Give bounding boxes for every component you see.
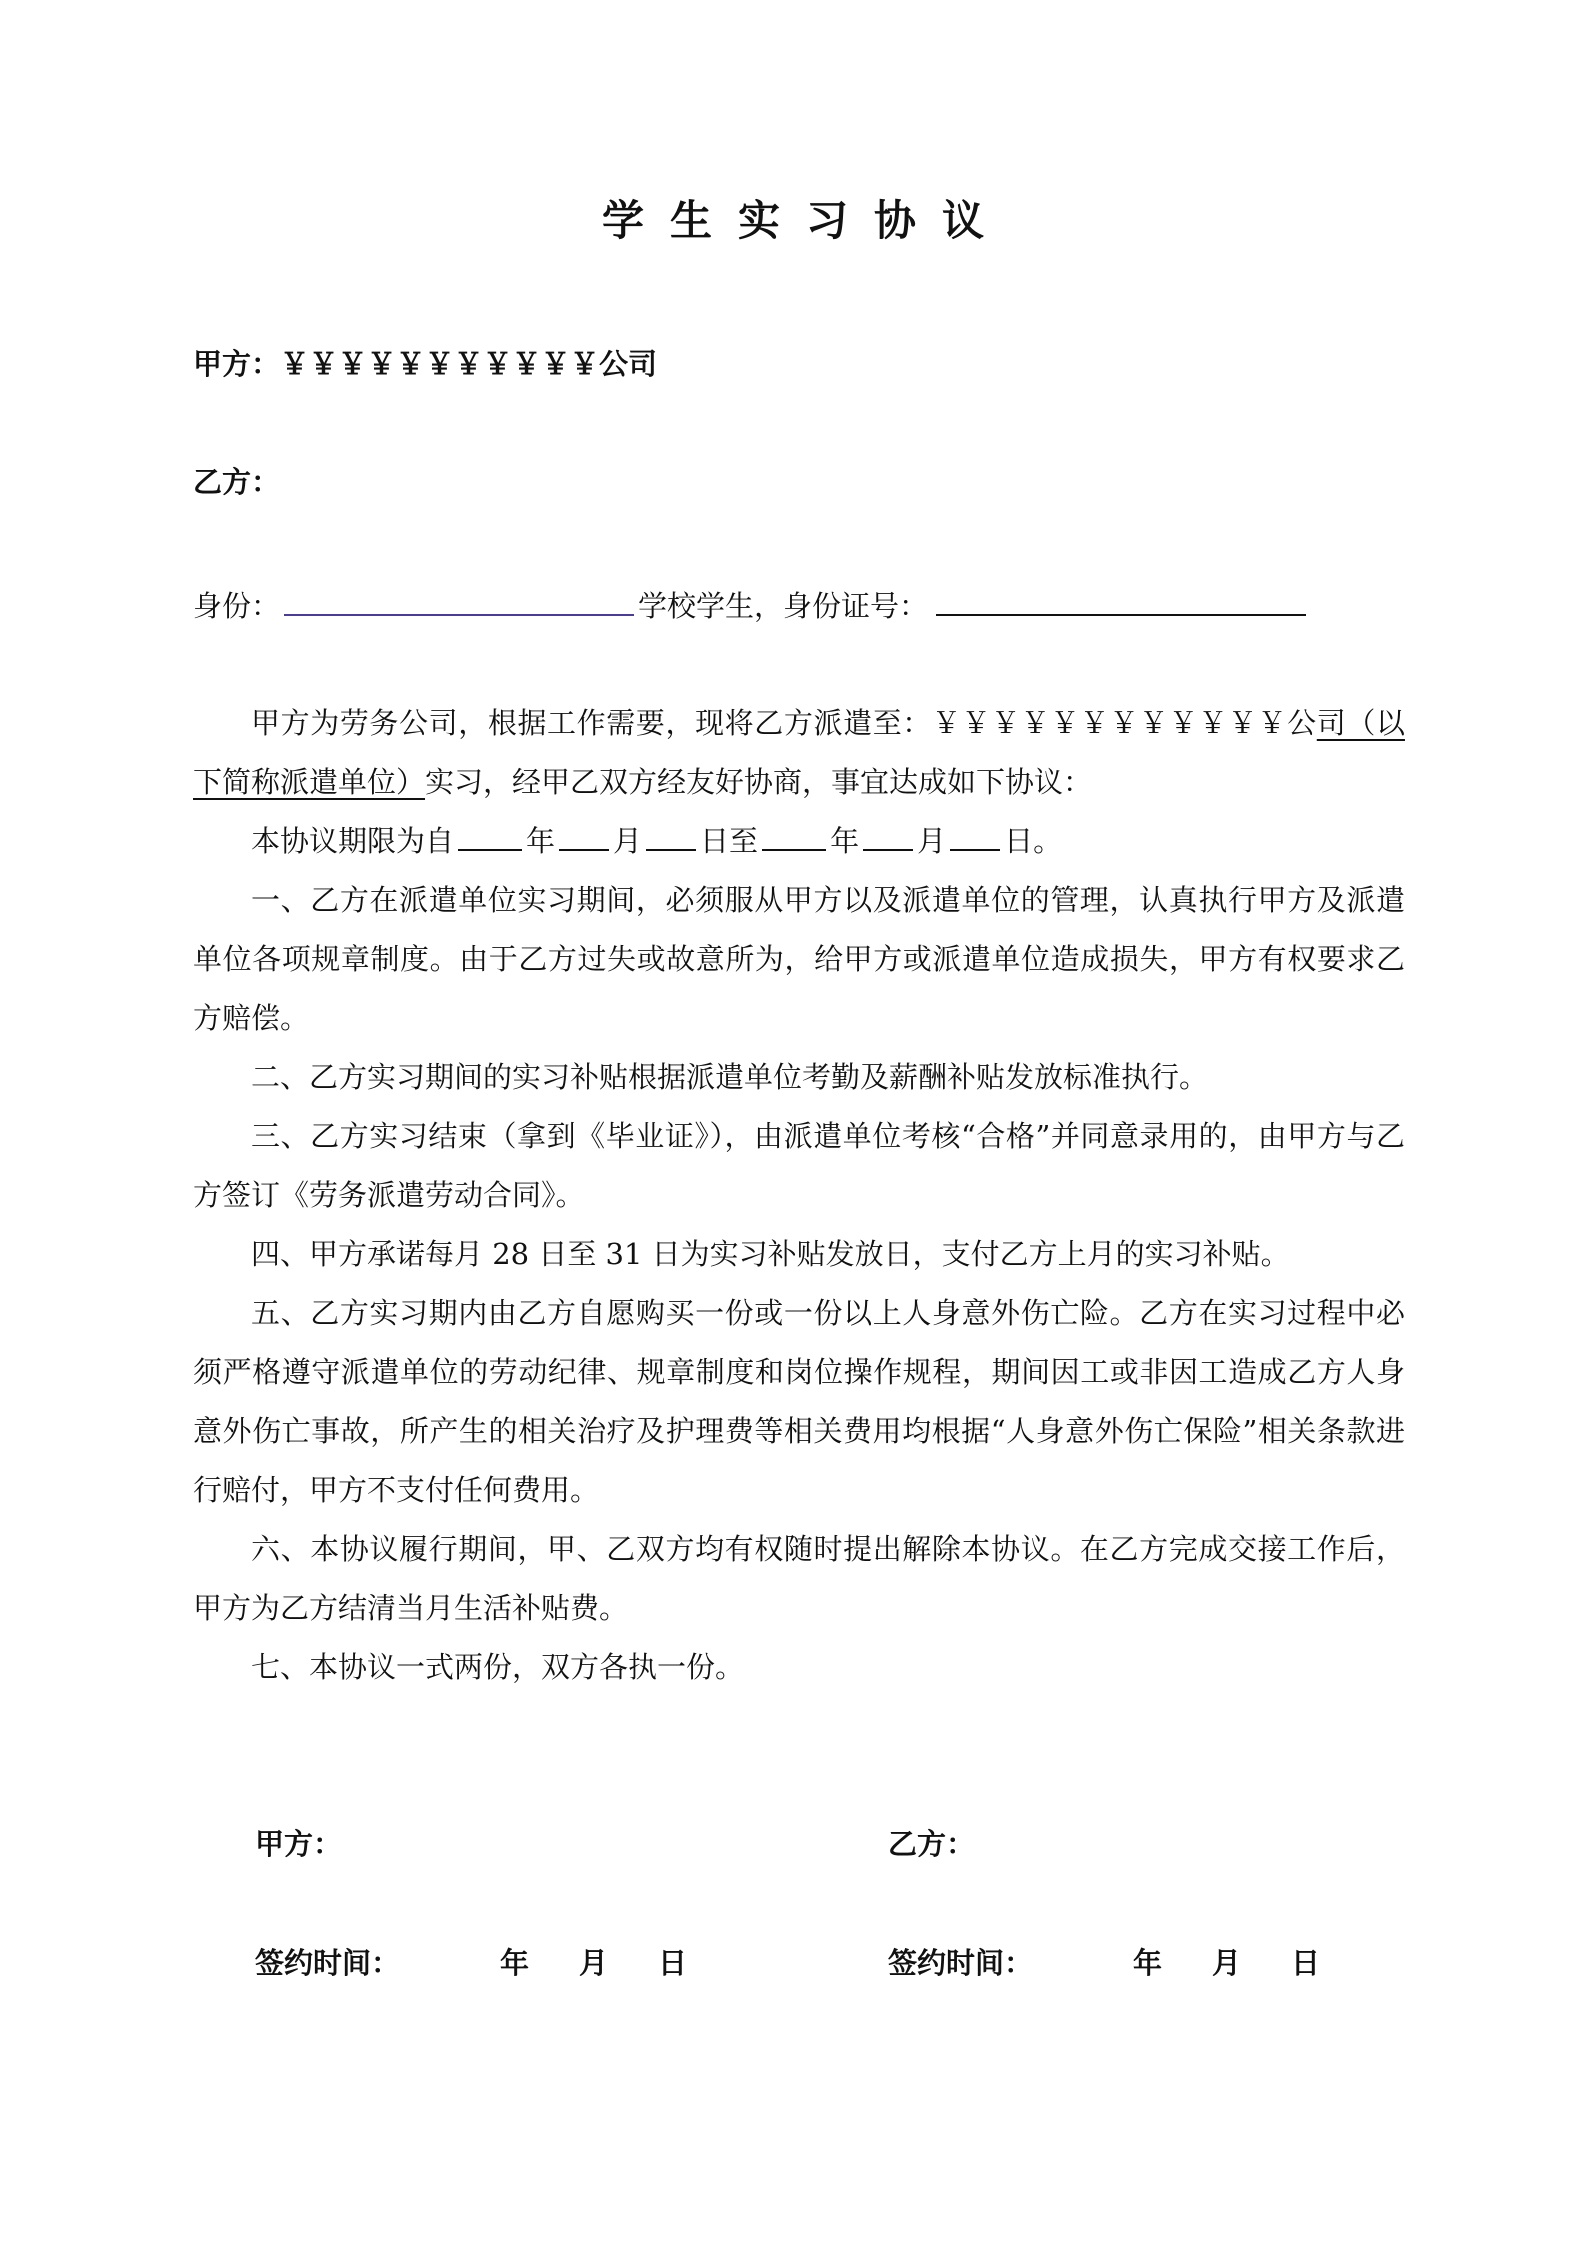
end-day-blank[interactable] [950, 819, 1000, 851]
intro-text-3: 实习，经甲乙双方经友好协商，事宜达成如下协议： [425, 765, 1093, 799]
clause-2: 二、乙方实习期间的实习补贴根据派遣单位考勤及薪酬补贴发放标准执行。 [251, 1060, 1209, 1094]
date-year: 年 [1133, 1946, 1163, 1980]
intro-paragraph [193, 694, 1405, 812]
document-title: 学生实习协议 [601, 196, 1010, 245]
term-prefix: 本协议期限为自 [251, 824, 455, 858]
party-a-line: 甲方：￥￥￥￥￥￥￥￥￥￥￥公司 [193, 347, 658, 381]
party-b-line: 乙方： [193, 465, 281, 499]
clause-7: 七、本协议一式两份，双方各执一份。 [251, 1650, 745, 1684]
term-month-1: 月 [613, 824, 643, 858]
start-month-blank[interactable] [559, 819, 609, 851]
start-day-blank[interactable] [646, 819, 696, 851]
date-day: 日 [658, 1946, 688, 1980]
clause-3: 三、乙方实习结束（拿到《毕业证》），由派遣单位考核“合格”并同意录用的，由甲方与乙方签订《劳务派遣劳动合同》。 [193, 1119, 1405, 1212]
start-year-blank[interactable] [458, 819, 522, 851]
intro-text-2: 司（以下简称派遣单位） [193, 706, 1405, 799]
signature-party-b-label: 乙方： [888, 1827, 976, 1861]
id-number-blank[interactable] [936, 584, 1306, 616]
term-day-end: 日。 [1004, 824, 1063, 858]
school-label: 学校学生，身份证号： [638, 589, 929, 623]
term-day-to: 日至 [700, 824, 759, 858]
term-year-2: 年 [830, 824, 860, 858]
date-year: 年 [500, 1946, 530, 1980]
identity-line [193, 584, 1306, 626]
clause-6: 六、本协议履行期间，甲、乙双方均有权随时提出解除本协议。在乙方完成交接工作后，甲方为乙方结清当月生活补贴费。 [193, 1532, 1405, 1625]
identity-label: 身份： [193, 589, 281, 623]
term-paragraph [193, 812, 1405, 871]
signature-party-b-date [888, 1941, 1320, 1982]
end-month-blank[interactable] [863, 819, 913, 851]
agreement-body [193, 694, 1405, 1697]
clause-1: 一、乙方在派遣单位实习期间，必须服从甲方以及派遣单位的管理，认真执行甲方及派遣单位各项规章制度。由于乙方过失或故意所为，给甲方或派遣单位造成损失，甲方有权要求乙方赔偿。 [193, 883, 1405, 1035]
school-blank[interactable] [284, 584, 634, 616]
end-year-blank[interactable] [762, 819, 826, 851]
intro-text-1: 甲方为劳务公司，根据工作需要，现将乙方派遣至：￥￥￥￥￥￥￥￥￥￥￥￥公 [251, 706, 1317, 740]
date-day: 日 [1291, 1946, 1321, 1980]
date-month: 月 [1212, 1946, 1242, 1980]
clause-5: 五、乙方实习期内由乙方自愿购买一份或一份以上人身意外伤亡险。乙方在实习过程中必须严格遵守派遣单位的劳动纪律、规章制度和岗位操作规程，期间因工或非因工造成乙方人身意外伤亡事故，所产生的相关治疗及护理费等相关费用均根据“人身意外伤亡保险”相关条款进行赔付，甲方不支付任何费用。 [193, 1296, 1405, 1507]
date-month: 月 [579, 1946, 609, 1980]
date-label: 签约时间： [888, 1946, 1034, 1980]
clause-4: 四、甲方承诺每月 28 日至 31 日为实习补贴发放日，支付乙方上月的实习补贴。 [251, 1237, 1290, 1271]
signature-party-a-label: 甲方： [255, 1827, 343, 1861]
term-month-2: 月 [917, 824, 947, 858]
date-label: 签约时间： [255, 1946, 401, 1980]
signature-party-a-date [255, 1941, 687, 1982]
term-year-1: 年 [526, 824, 556, 858]
